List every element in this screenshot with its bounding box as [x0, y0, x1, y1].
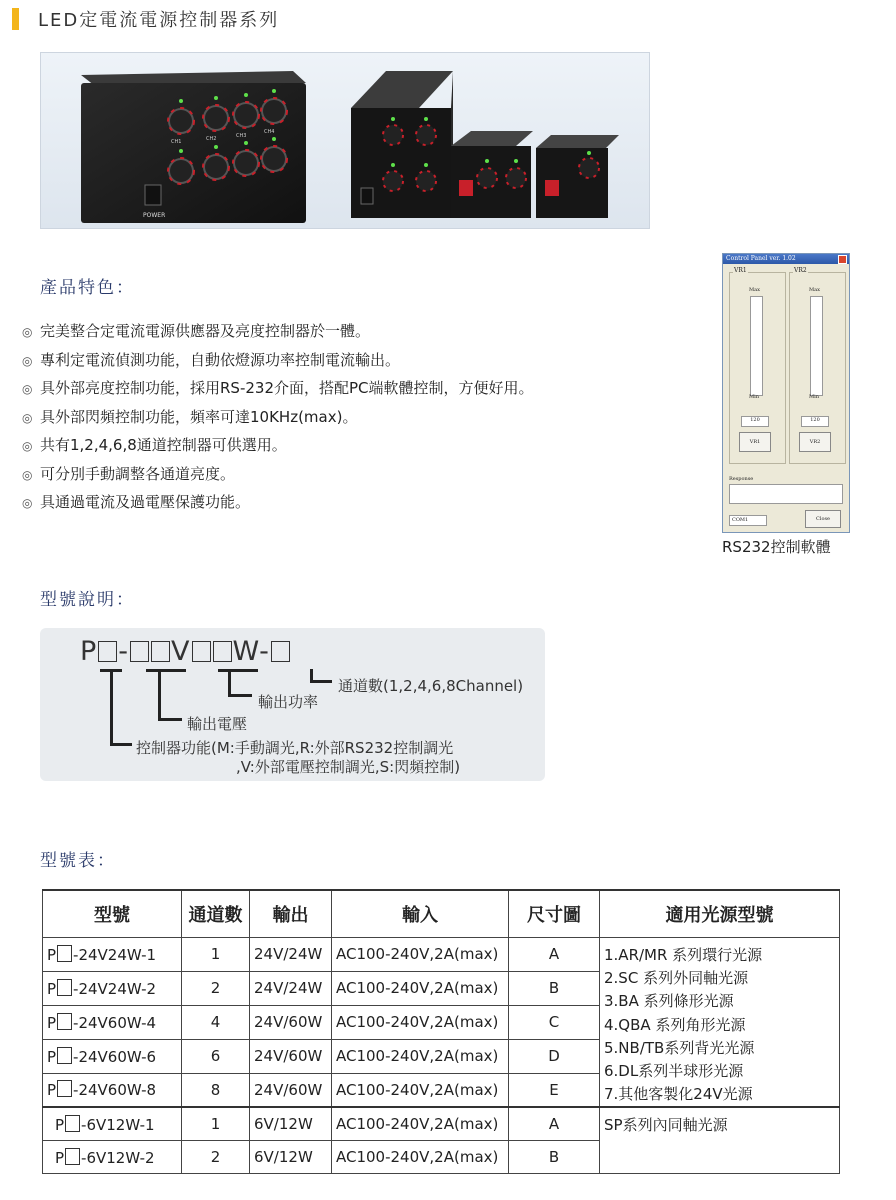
feature-text: 完美整合定電流電源供應器及亮度控制器於一體。	[40, 322, 371, 340]
software-caption: RS232控制軟體	[722, 538, 831, 556]
cell-input: AC100-240V,2A(max)	[332, 938, 509, 972]
cell-sources-24v	[600, 938, 840, 1108]
cell-model: P -6V12W-1	[43, 1107, 182, 1141]
cell-output: 24V/60W	[250, 1005, 332, 1039]
model-code-title: 型號說明：	[40, 590, 135, 610]
bullet-icon: ◎	[22, 325, 33, 339]
bullet-icon: ◎	[22, 410, 33, 425]
software-screenshot: Control Panel ver. 1.02 VR1 VR2 Max Max Min Min 120 120 VR1 VR2 Response COM1 Close	[722, 253, 850, 533]
code-label-function-1: 控制器功能(M:手動調光,R:外部RS232控制調光	[136, 739, 454, 757]
cell-model: P -24V24W-2	[43, 971, 182, 1005]
sw-port-select[interactable]: COM1	[729, 515, 767, 526]
feature-item	[22, 317, 534, 346]
feature-text: 具通過電流及過電壓保護功能。	[40, 493, 251, 511]
col-header-channels: 通道數	[182, 890, 250, 938]
cell-model: P -24V24W-1	[43, 938, 182, 972]
cell-channels: 8	[182, 1073, 250, 1107]
source-line: 6.DL系列半球形光源	[604, 1062, 744, 1081]
feature-text: 具外部閃頻控制功能，頻率可達10KHz(max)。	[40, 407, 358, 426]
cell-output: 6V/12W	[250, 1141, 332, 1174]
cell-size: C	[509, 1005, 600, 1039]
cell-output: 24V/24W	[250, 938, 332, 972]
bullet-icon: ◎	[22, 496, 33, 510]
source-line: 5.NB/TB系列背光光源	[604, 1038, 755, 1057]
model-table	[42, 889, 840, 1174]
cell-output: 24V/60W	[250, 1073, 332, 1107]
sw-vr1-button[interactable]: VR1	[739, 432, 771, 452]
cell-input: AC100-240V,2A(max)	[332, 1141, 509, 1174]
sw-slider-2[interactable]	[810, 296, 823, 396]
sw-vr2-button[interactable]: VR2	[799, 432, 831, 452]
bullet-icon: ◎	[22, 353, 33, 368]
cell-model: P -24V60W-8	[43, 1073, 182, 1107]
feature-item	[22, 488, 534, 517]
cell-channels: 2	[182, 971, 250, 1005]
feature-item	[22, 403, 534, 432]
cell-size: B	[509, 1141, 600, 1174]
svg-text:CH1: CH1	[171, 139, 182, 145]
cell-input: AC100-240V,2A(max)	[332, 1073, 509, 1107]
feature-text: 具外部亮度控制功能，採用RS-232介面，搭配PC端軟體控制，方便好用。	[40, 379, 534, 397]
cell-size: A	[509, 1107, 600, 1141]
cell-output: 24V/60W	[250, 1039, 332, 1073]
source-line: 1.AR/MR 系列環行光源	[604, 946, 763, 964]
col-header-sources: 適用光源型號	[600, 890, 840, 938]
cell-input: AC100-240V,2A(max)	[332, 971, 509, 1005]
feature-item	[22, 346, 534, 375]
svg-text:CH3: CH3	[236, 133, 247, 139]
source-line: 7.其他客製化24V光源	[604, 1085, 753, 1104]
svg-text:CH2: CH2	[206, 136, 217, 142]
feature-item	[22, 374, 534, 403]
features-list	[22, 317, 534, 517]
cell-channels: 2	[182, 1141, 250, 1174]
feature-item	[22, 431, 534, 460]
feature-text: 可分別手動調整各通道亮度。	[40, 464, 236, 483]
table-row	[43, 938, 840, 972]
product-photo	[40, 52, 650, 229]
code-label-function-2: ,V:外部電壓控制調光,S:閃頻控制)	[236, 758, 461, 776]
cell-size: A	[509, 938, 600, 972]
source-line: 2.SC 系列外同軸光源	[604, 969, 749, 988]
cell-channels: 1	[182, 938, 250, 972]
feature-item	[22, 460, 534, 489]
cell-model: P -6V12W-2	[43, 1141, 182, 1174]
sw-title-bar: Control Panel ver. 1.02	[723, 254, 849, 264]
feature-text: 共有1,2,4,6,8通道控制器可供選用。	[40, 436, 287, 454]
power-label: POWER	[143, 212, 166, 219]
cell-sources-6v: SP系列內同軸光源	[600, 1107, 840, 1174]
sw-slider-1[interactable]	[750, 296, 763, 396]
source-line: 3.BA 系列條形光源	[604, 992, 734, 1011]
svg-text:CH4: CH4	[264, 129, 275, 135]
cell-output: 24V/24W	[250, 971, 332, 1005]
cell-model: P -24V60W-6	[43, 1039, 182, 1073]
bullet-icon: ◎	[22, 467, 33, 482]
sw-response-box[interactable]	[729, 484, 843, 504]
code-label-channels: 通道數(1,2,4,6,8Channel)	[338, 677, 524, 695]
sw-close-icon	[838, 255, 847, 264]
features-title: 產品特色：	[40, 278, 135, 298]
cell-input: AC100-240V,2A(max)	[332, 1039, 509, 1073]
cell-channels: 1	[182, 1107, 250, 1141]
cell-input: AC100-240V,2A(max)	[332, 1005, 509, 1039]
col-header-size: 尺寸圖	[509, 890, 600, 938]
sw-value-2[interactable]: 120	[801, 416, 829, 427]
col-header-model: 型號	[43, 890, 182, 938]
sw-close-button[interactable]: Close	[805, 510, 841, 528]
controllers-illustration	[41, 53, 649, 228]
col-header-output: 輸出	[250, 890, 332, 938]
sw-value-1[interactable]: 120	[741, 416, 769, 427]
cell-size: B	[509, 971, 600, 1005]
page-title: LED定電流電源控制器系列	[38, 10, 280, 31]
cell-size: D	[509, 1039, 600, 1073]
cell-model: P -24V60W-4	[43, 1005, 182, 1039]
bullet-icon: ◎	[22, 439, 33, 453]
model-table-title: 型號表：	[40, 851, 116, 871]
cell-output: 6V/12W	[250, 1107, 332, 1141]
cell-channels: 4	[182, 1005, 250, 1039]
col-header-input: 輸入	[332, 890, 509, 938]
feature-text: 專利定電流偵測功能，自動依燈源功率控制電流輸出。	[40, 350, 401, 369]
cell-input: AC100-240V,2A(max)	[332, 1107, 509, 1141]
source-line: 4.QBA 系列角形光源	[604, 1015, 746, 1034]
code-label-voltage: 輸出電壓	[187, 715, 248, 733]
cell-channels: 6	[182, 1039, 250, 1073]
bullet-icon: ◎	[22, 382, 33, 396]
table-row	[43, 1107, 840, 1141]
model-code-pattern: P - V W-	[80, 636, 291, 667]
cell-size: E	[509, 1073, 600, 1107]
code-label-power: 輸出功率	[258, 693, 319, 711]
header-accent-bar	[12, 8, 19, 30]
